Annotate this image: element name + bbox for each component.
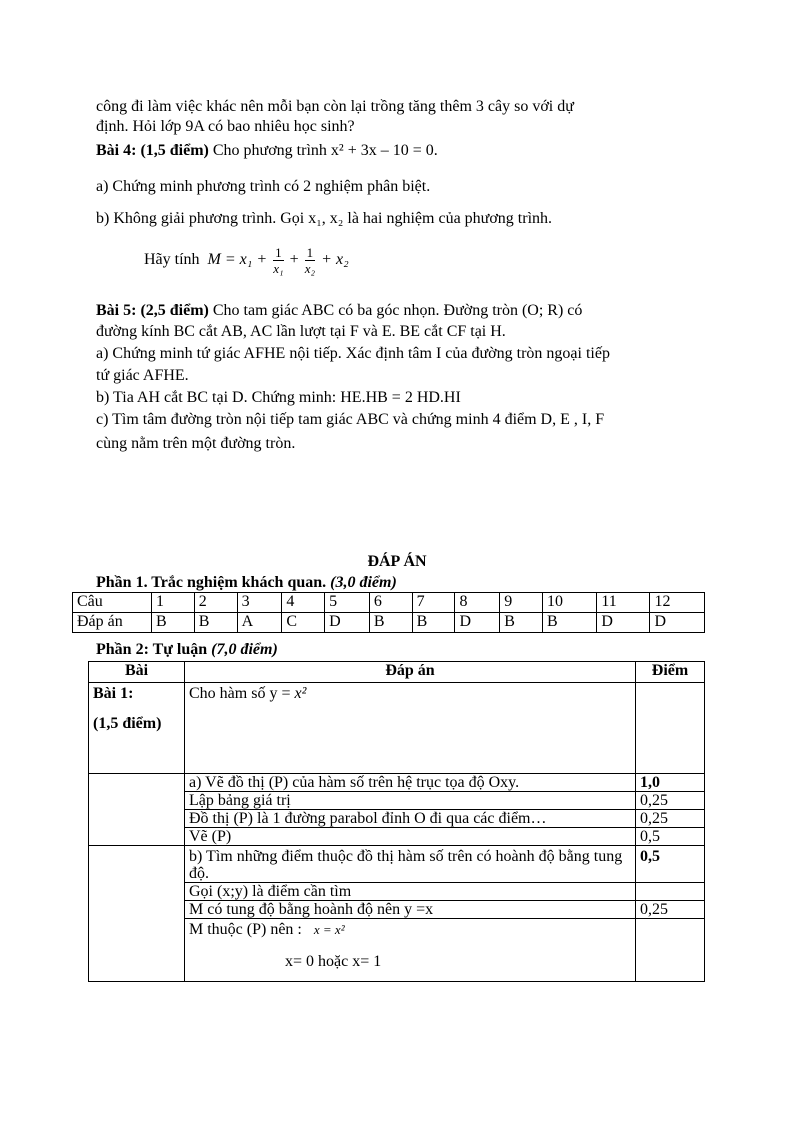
problem4-title: Bài 4: (1,5 điểm): [96, 142, 209, 159]
row-score: 1,0: [636, 774, 705, 792]
row-score: 0,25: [636, 792, 705, 810]
row-score: 0,25: [636, 901, 705, 919]
question-cell: 12: [650, 593, 705, 613]
problem5-line4: tứ giác AFHE.: [96, 367, 189, 384]
problem5-line1: [96, 301, 706, 320]
row-belongs-text: [185, 919, 636, 982]
bai1-func: x²: [294, 685, 307, 702]
row-part-a: [89, 774, 705, 792]
belongs-eq: x = x²: [313, 922, 345, 937]
part2-points: (7,0 điểm): [211, 641, 278, 658]
answer-cell: A: [237, 613, 282, 633]
m-tail: + x₂: [321, 251, 349, 268]
essay-answer-table: [88, 661, 705, 982]
compute-label: Hãy tính: [144, 251, 200, 268]
problem4-header: [96, 141, 706, 160]
bai1-label: Bài 1:: [93, 685, 134, 702]
m-lhs: M = x₁ +: [207, 251, 268, 268]
answer-cell: B: [542, 613, 596, 633]
problem5-line6: c) Tìm tâm đường tròn nội tiếp tam giác ABC và chứng minh 4 điểm D, E , I, F: [96, 411, 605, 428]
answer-row-label: Đáp án: [73, 613, 152, 633]
bai-empty-cell-b: [89, 846, 185, 982]
problem4-part-a: a) Chứng minh phương trình có 2 nghiệm phân biệt.: [96, 178, 431, 195]
question-cell: 1: [152, 593, 195, 613]
question-cell: 11: [597, 593, 650, 613]
row-text: Đồ thị (P) là 1 đường parabol đỉnh O đi qua các điểm…: [185, 810, 636, 828]
row-text: b) Tìm những điểm thuộc đồ thị hàm số trên có hoành độ bằng tung độ.: [185, 846, 636, 883]
fraction-1-den: x₁: [273, 260, 284, 276]
question-cell: 8: [455, 593, 500, 613]
fraction-2: [305, 245, 316, 276]
part2-title: Phần 2: Tự luận: [96, 641, 208, 658]
question-row-label: Câu: [73, 593, 152, 613]
question-cell: 4: [282, 593, 325, 613]
belongs-line2: x= 0 hoặc x= 1: [285, 953, 382, 970]
answer-cell: D: [597, 613, 650, 633]
bai-empty-cell-a: [89, 774, 185, 846]
answer-cell: B: [369, 613, 412, 633]
row-score: 0,5: [636, 846, 705, 883]
problem5-line5: b) Tia AH cắt BC tại D. Chứng minh: HE.HB = 2 HD.HI: [96, 389, 461, 406]
row-score: 0,25: [636, 810, 705, 828]
row-text: M có tung độ bằng hoành độ nên y =x: [185, 901, 636, 919]
part2-heading: [96, 640, 706, 659]
plus-sign: +: [289, 251, 299, 268]
problem3-line2: định. Hỏi lớp 9A có bao nhiêu học sinh?: [96, 118, 355, 135]
problem5-line1-text: Cho tam giác ABC có ba góc nhọn. Đường tròn (O; R) có: [212, 302, 583, 319]
question-cell: 3: [237, 593, 282, 613]
multiple-choice-table: [72, 592, 705, 633]
fraction-1: [273, 245, 284, 276]
bai1-intro-score: [636, 683, 705, 774]
row-text: Vẽ (P): [185, 828, 636, 846]
answer-row: [73, 613, 705, 633]
bai1-label-cell: [89, 683, 185, 774]
question-cell: 5: [325, 593, 370, 613]
fraction-1-num: 1: [275, 244, 282, 260]
question-cell: 7: [412, 593, 455, 613]
row-text: Lập bảng giá trị: [185, 792, 636, 810]
part1-heading: [96, 573, 706, 592]
answer-cell: B: [152, 613, 195, 633]
answer-cell: D: [325, 613, 370, 633]
answer-cell: C: [282, 613, 325, 633]
bai1-intro: Cho hàm số y =: [189, 685, 295, 702]
question-cell: 10: [542, 593, 596, 613]
fraction-2-den: x₂: [304, 260, 316, 276]
answers-heading: ĐÁP ÁN: [367, 553, 427, 570]
problem4-intro: Cho phương trình: [212, 142, 327, 159]
problem4-compute: [144, 240, 754, 280]
row-part-b: [89, 846, 705, 883]
row-score: [636, 883, 705, 901]
problem5-line3: a) Chứng minh tứ giác AFHE nội tiếp. Xác định tâm I của đường tròn ngoại tiếp: [96, 345, 610, 362]
answer-cell: B: [194, 613, 237, 633]
answer-cell: D: [650, 613, 705, 633]
problem5-title: Bài 5: (2,5 điểm): [96, 302, 209, 319]
answer-cell: B: [500, 613, 543, 633]
answer-cell: D: [455, 613, 500, 633]
question-cell: 6: [369, 593, 412, 613]
question-row: [73, 593, 705, 613]
problem5-line7: cùng nằm trên một đường tròn.: [96, 435, 296, 452]
row-text: a) Vẽ đồ thị (P) của hàm số trên hệ trục tọa độ Oxy.: [185, 774, 636, 792]
answer-cell: B: [412, 613, 455, 633]
col-diem: Điểm: [636, 662, 705, 683]
question-cell: 9: [500, 593, 543, 613]
col-dap-an: Đáp án: [185, 662, 636, 683]
problem4-equation: x² + 3x – 10 = 0.: [330, 142, 438, 159]
question-cell: 2: [194, 593, 237, 613]
col-bai: Bài: [89, 662, 185, 683]
problem3-line1: công đi làm việc khác nên mỗi bạn còn lại trồng tăng thêm 3 cây so với dự: [96, 98, 574, 115]
bai1-intro-row: [89, 683, 705, 774]
row-belongs-score: [636, 919, 705, 982]
problem4-part-b: b) Không giải phương trình. Gọi x₁, x₂ là hai nghiệm của phương trình.: [96, 210, 553, 227]
belongs-line1: M thuộc (P) nên :: [189, 921, 302, 938]
fraction-2-num: 1: [306, 244, 314, 260]
bai1-points: (1,5 điểm): [93, 715, 162, 732]
row-text: Gọi (x;y) là điểm cần tìm: [185, 883, 636, 901]
row-score: 0,5: [636, 828, 705, 846]
essay-header-row: [89, 662, 705, 683]
part1-title: Phần 1. Trắc nghiệm khách quan.: [96, 574, 327, 591]
bai1-intro-cell: [185, 683, 636, 774]
part1-points: (3,0 điểm): [330, 574, 397, 591]
problem5-line2: đường kính BC cắt AB, AC lần lượt tại F và E. BE cắt CF tại H.: [96, 323, 506, 340]
